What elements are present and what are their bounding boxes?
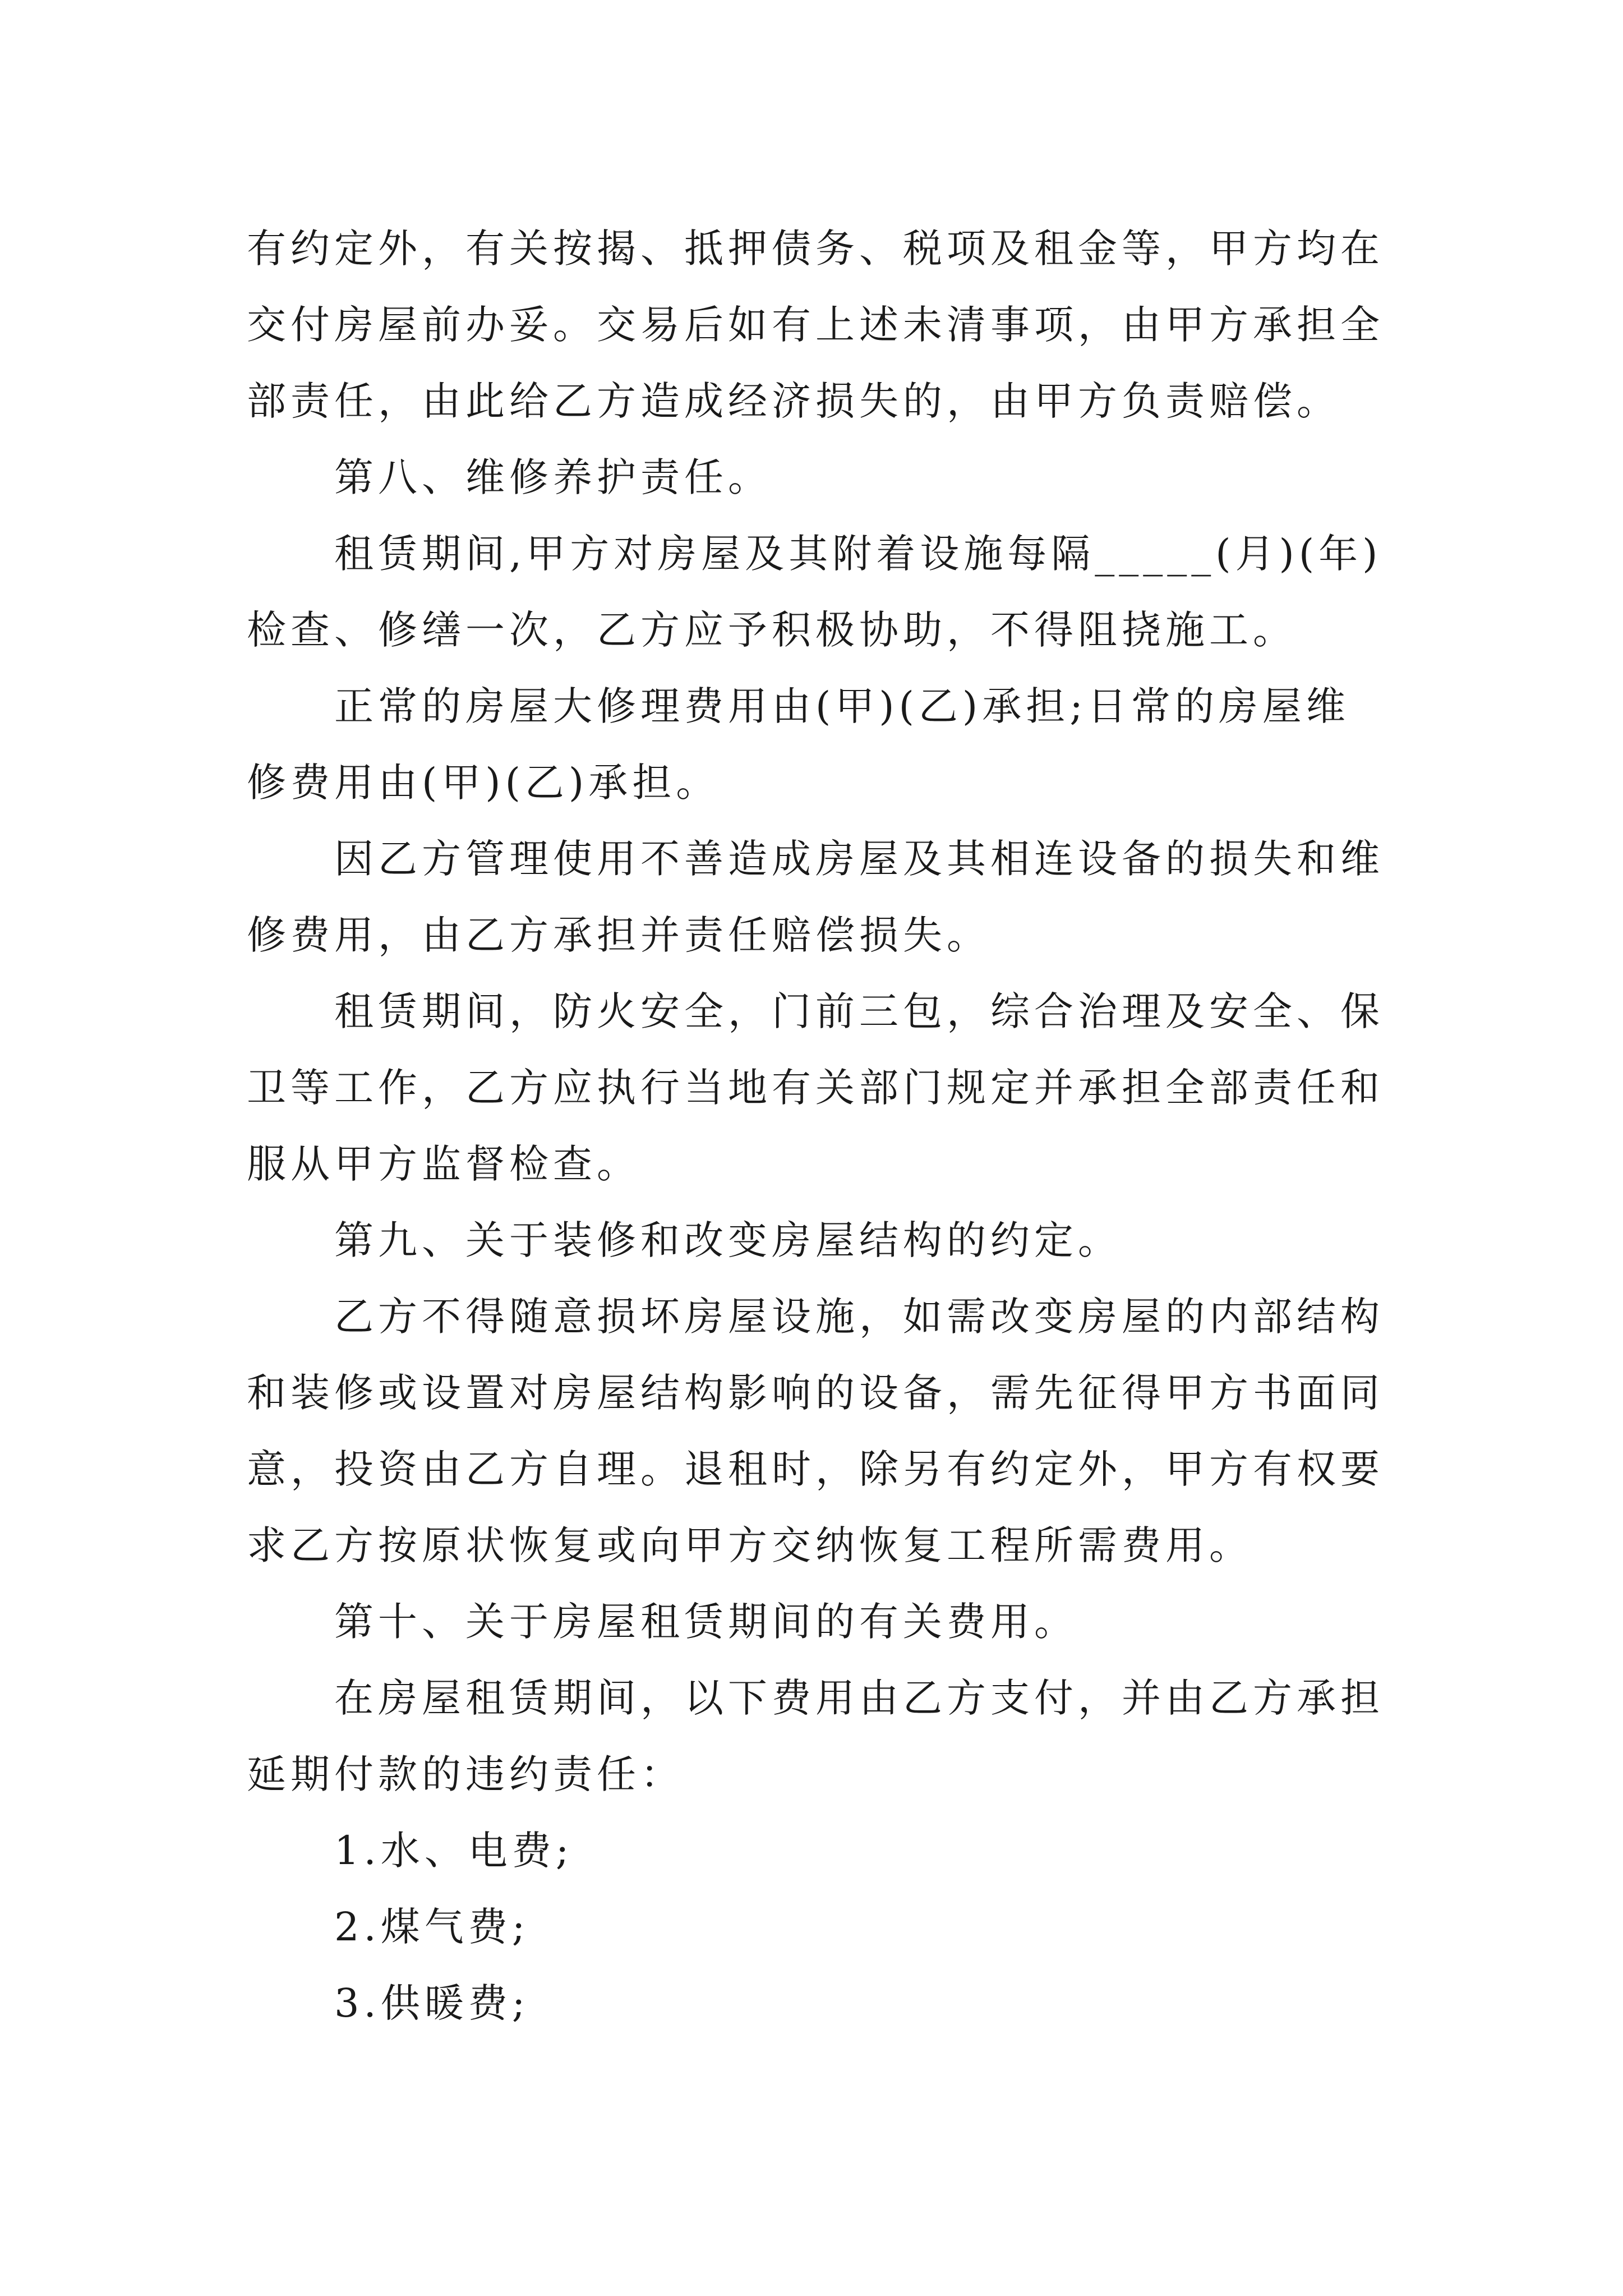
paragraph-safety: 租赁期间，防火安全，门前三包，综合治理及安全、保卫等工作，乙方应执行当地有关部门规定并承担全部责任和服从甲方监督检查。 <box>247 988 1384 1187</box>
paragraph-repair-costs: 正常的房屋大修理费用由(甲)(乙)承担;日常的房屋维修费用由(甲)(乙)承担。 <box>247 683 1350 806</box>
list-item-gas: 2.煤气费; <box>334 1904 530 1950</box>
paragraph-inspection: 租赁期间,甲方对房屋及其附着设施每隔_____(月)(年)检查、修缮一次，乙方应予积极协助，不得阻挠施工。 <box>247 531 1382 653</box>
document-body <box>247 210 1391 2041</box>
paragraph-renovation: 乙方不得随意损坏房屋设施，如需改变房屋的内部结构和装修或设置对房屋结构影响的设备，需先征得甲方书面同意，投资由乙方自理。退租时，除另有约定外，甲方有权要求乙方按原状恢复或向甲方交纳恢复工程所需费用。 <box>247 1294 1384 1568</box>
paragraph-fees-intro: 在房屋租赁期间，以下费用由乙方支付，并由乙方承担延期付款的违约责任： <box>247 1675 1384 1797</box>
section-heading-9: 第九、关于装修和改变房屋结构的约定。 <box>334 1217 1122 1263</box>
list-item-heating: 3.供暖费; <box>334 1980 530 2026</box>
section-heading-10: 第十、关于房屋租赁期间的有关费用。 <box>334 1599 1078 1645</box>
paragraph-damage-liability: 因乙方管理使用不善造成房屋及其相连设备的损失和维修费用，由乙方承担并责任赔偿损失。 <box>247 836 1384 958</box>
list-item-water-electricity: 1.水、电费; <box>334 1828 574 1874</box>
paragraph-continuation: 有约定外，有关按揭、抵押债务、税项及租金等，甲方均在交付房屋前办妥。交易后如有上述未清事项，由甲方承担全部责任，由此给乙方造成经济损失的，由甲方负责赔偿。 <box>247 226 1384 424</box>
section-heading-8: 第八、维修养护责任。 <box>334 454 772 500</box>
